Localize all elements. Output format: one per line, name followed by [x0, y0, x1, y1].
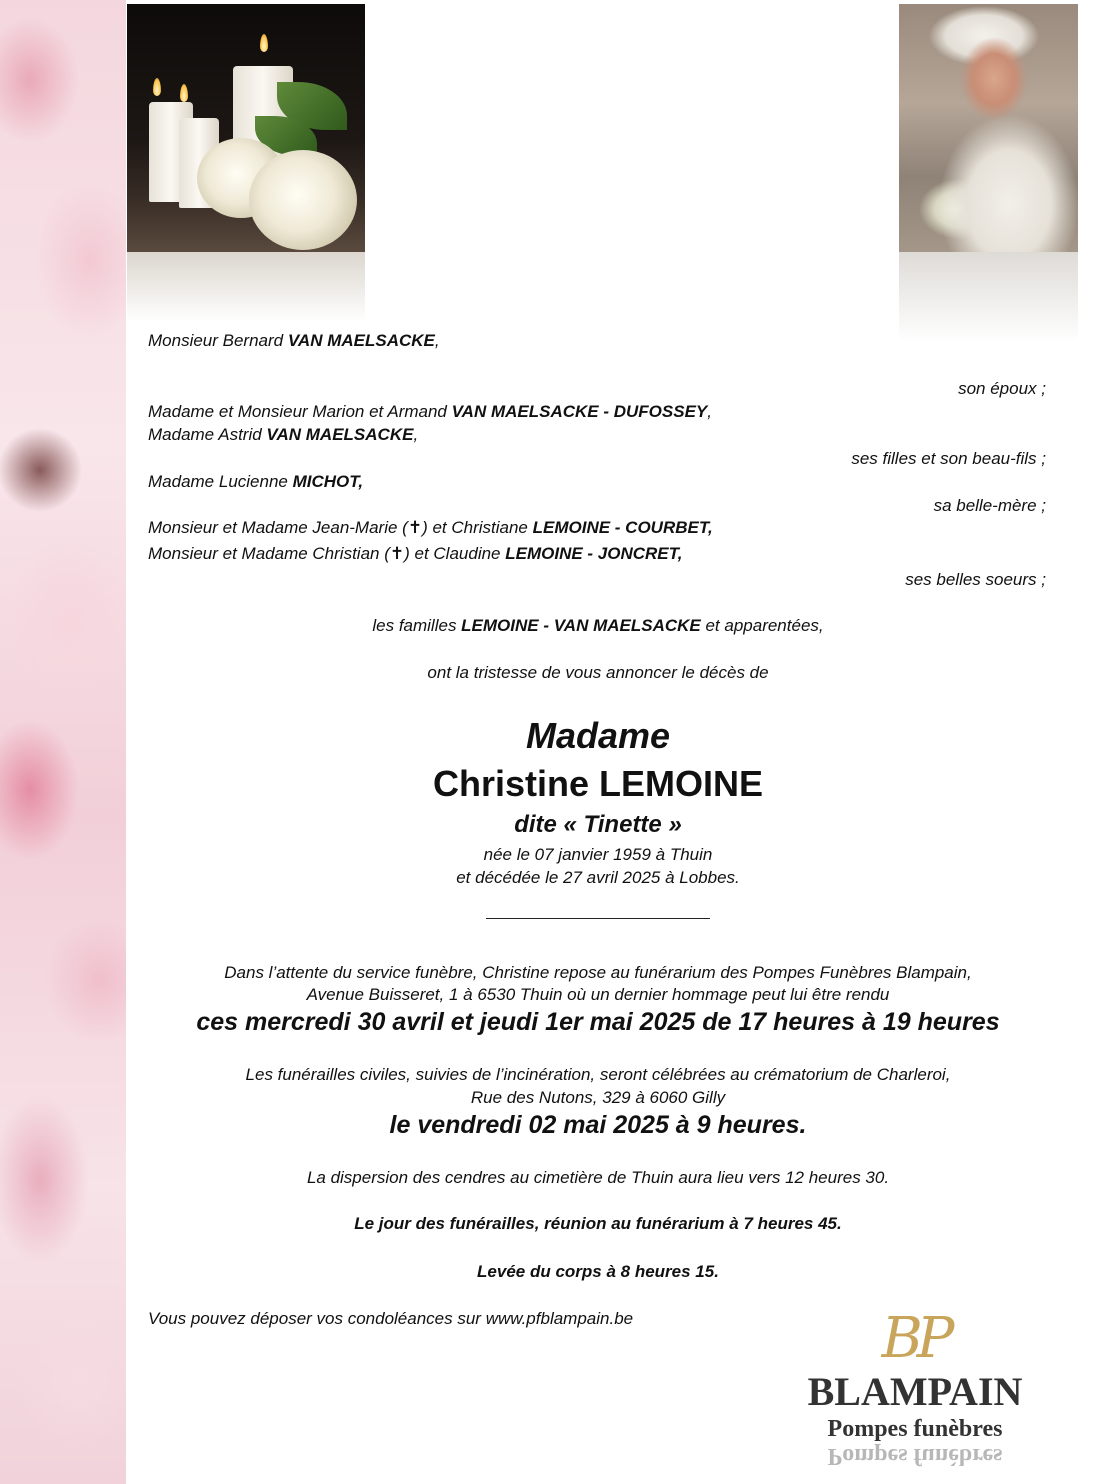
cherry-blossom-border — [0, 0, 126, 1484]
daughter-line: Madame Astrid VAN MAELSACKE, — [148, 425, 419, 444]
candle-flame — [180, 84, 188, 102]
extended-families: les familles LEMOINE - VAN MAELSACKE et apparentées, — [372, 616, 824, 635]
logo-name: BLAMPAIN — [807, 1369, 1023, 1414]
mother-in-law-relation: sa belle-mère ; — [933, 496, 1046, 515]
sister-in-law-line: Monsieur et Madame Jean-Marie (✝) et Christiane LEMOINE - COURBET, — [148, 518, 713, 537]
death-line: et décédée le 27 avril 2025 à Lobbes. — [456, 868, 740, 887]
announcement: ont la tristesse de vous annoncer le décès de — [427, 663, 769, 682]
daughters-relation: ses filles et son beau-fils ; — [851, 449, 1046, 468]
logo-subtitle: Pompes funèbres — [827, 1416, 1003, 1442]
mother-in-law-name: Madame Lucienne MICHOT, — [148, 472, 364, 491]
birth-line: née le 07 janvier 1959 à Thuin — [483, 845, 713, 864]
candles-roses-photo — [127, 4, 365, 252]
candle-flame — [153, 78, 161, 96]
deceased-name: Christine LEMOINE — [432, 763, 764, 804]
spouse-name: Monsieur Bernard VAN MAELSACKE, — [148, 331, 440, 350]
ashes-dispersion: La dispersion des cendres au cimetière de Thuin aura lieu vers 12 heures 30. — [306, 1168, 890, 1187]
body-removal-time: Levée du corps à 8 heures 15. — [477, 1262, 719, 1281]
blampain-logo — [790, 1308, 1040, 1484]
logo-subtitle-reflection: Pompes funèbres — [827, 1443, 1003, 1469]
daughter-line: Madame et Monsieur Marion et Armand VAN MAELSACKE - DUFOSSEY, — [148, 402, 712, 421]
meeting-time: Le jour des funérailles, réunion au funérarium à 7 heures 45. — [354, 1214, 842, 1233]
service-location-line: Dans l’attente du service funèbre, Christine repose au funérarium des Pompes Funèbres Blampain, — [224, 963, 972, 982]
service-address-line: Avenue Buisseret, 1 à 6530 Thuin où un dernier hommage peut lui être rendu — [306, 985, 890, 1004]
candle-flame — [260, 34, 268, 52]
candles-photo-reflection — [127, 252, 365, 322]
separator-line — [486, 918, 710, 919]
white-rose — [249, 150, 357, 250]
sister-in-law-line: Monsieur et Madame Christian (✝) et Claudine LEMOINE - JONCRET, — [148, 544, 683, 563]
portrait-photo-reflection — [899, 252, 1078, 342]
portrait-photo — [899, 4, 1078, 252]
funeral-address: Rue des Nutons, 329 à 6060 Gilly — [470, 1088, 726, 1107]
sisters-in-law-relation: ses belles soeurs ; — [905, 570, 1046, 589]
condolences-line: Vous pouvez déposer vos condoléances sur www.pfblampain.be — [148, 1309, 634, 1328]
deceased-title: Madame — [525, 715, 671, 756]
logo-monogram: BP — [881, 1308, 949, 1371]
visiting-hours: ces mercredi 30 avril et jeudi 1er mai 2025 de 17 heures à 19 heures — [196, 1008, 1000, 1036]
funeral-date: le vendredi 02 mai 2025 à 9 heures. — [389, 1111, 807, 1139]
funeral-line: Les funérailles civiles, suivies de l’incinération, seront célébrées au crématorium de Charleroi, — [245, 1065, 951, 1084]
deceased-nickname: dite « Tinette » — [514, 811, 682, 838]
spouse-relation: son époux ; — [958, 379, 1046, 398]
